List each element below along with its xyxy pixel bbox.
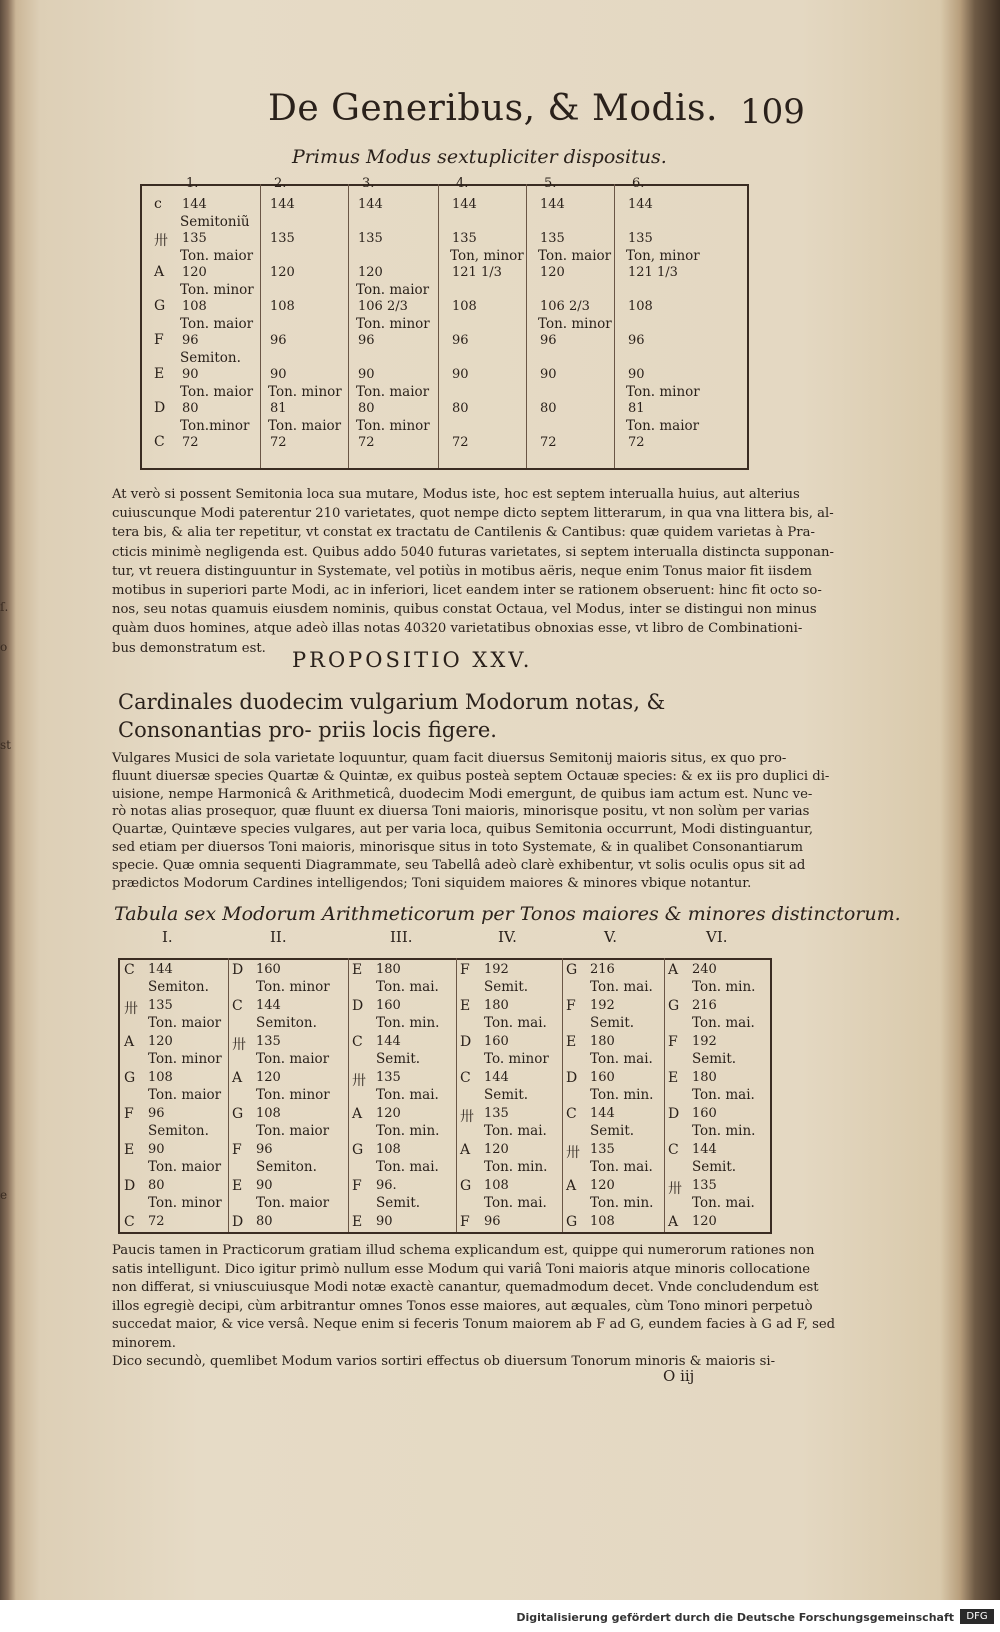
table1-interval: Ton. maior xyxy=(180,316,254,332)
text-line: prædictos Modorum Cardines intelligendos; Toni siquidem maiores & minores vbique notantur. xyxy=(112,875,752,891)
table2-value: 240 xyxy=(692,962,717,977)
table2-letter: C xyxy=(124,962,135,978)
table1-interval: Ton. maior xyxy=(180,248,254,264)
table1-interval: Ton, minor xyxy=(626,248,700,264)
table2-value: 180 xyxy=(692,1070,717,1085)
table2-letter: G xyxy=(124,1070,136,1086)
text-line: illos egregiè decipi, cùm arbitrantur omnes Tonos esse maiores, aut æquales, cùm Tono minori perpetuò xyxy=(112,1298,813,1314)
table1-row-letter: C xyxy=(154,434,165,450)
table2-letter: 卅 xyxy=(232,1037,246,1053)
table2-interval: Ton. minor xyxy=(148,1195,222,1211)
table2-letter: E xyxy=(460,998,471,1014)
table2-value: 160 xyxy=(484,1034,509,1049)
running-head: De Generibus, & Modis. xyxy=(268,88,718,129)
table1-value: 96 xyxy=(540,333,557,348)
table2-letter: F xyxy=(232,1142,242,1158)
table2-letter: 卅 xyxy=(668,1181,682,1197)
table1-interval: Ton. maior xyxy=(356,282,430,298)
text-line: Quartæ, Quintæve species vulgares, aut per varia loca, quibus Semitonia occurrunt, Modi distinguantur, xyxy=(112,822,814,838)
table2-letter: A xyxy=(460,1142,471,1158)
table2-interval: Semit. xyxy=(590,1015,635,1031)
table1-rule xyxy=(348,184,349,468)
text-line: uisione, nempe Harmonicâ & Arithmeticâ, duodecim Modi emergunt, de quibus iam actum est. Nunc ve- xyxy=(112,786,813,802)
text-line: At verò si possent Semitonia loca sua mutare, Modus iste, hoc est septem interualla huius, aut alterius xyxy=(112,487,800,502)
table1-rule xyxy=(526,184,527,468)
table2-letter: G xyxy=(566,962,578,978)
table2-value: 120 xyxy=(376,1106,401,1121)
table2-value: 160 xyxy=(590,1070,615,1085)
table2-value: 96 xyxy=(256,1142,273,1157)
table2-letter: F xyxy=(668,1034,678,1050)
table1-value: 144 xyxy=(182,197,207,212)
table1-rule xyxy=(614,184,615,468)
table1-value: 144 xyxy=(628,197,653,212)
table2-interval: Semit. xyxy=(692,1159,737,1175)
table1-value: 108 xyxy=(182,299,207,314)
table2-letter: 卅 xyxy=(566,1145,580,1161)
table2-interval: Semit. xyxy=(484,979,529,995)
table2-letter: E xyxy=(352,1214,363,1230)
table2-interval: Ton. mai. xyxy=(692,1195,755,1211)
table2-letter: G xyxy=(668,998,680,1014)
table2-interval: Ton. minor xyxy=(256,1087,330,1103)
signature-mark: O iij xyxy=(663,1367,695,1385)
table2-value: 135 xyxy=(590,1142,615,1157)
table2-value: 160 xyxy=(256,962,281,977)
table1-column-header: 4. xyxy=(456,176,469,191)
table2-interval: Ton. mai. xyxy=(692,1087,755,1103)
table2-letter: G xyxy=(566,1214,578,1230)
table2-letter: D xyxy=(460,1034,472,1050)
table2-letter: C xyxy=(352,1034,363,1050)
table2-letter: 卅 xyxy=(460,1109,474,1125)
table2-interval: To. minor xyxy=(484,1051,549,1067)
table2-value: 80 xyxy=(148,1178,165,1193)
table1-value: 90 xyxy=(452,367,469,382)
table2-value: 90 xyxy=(256,1178,273,1193)
table2-value: 160 xyxy=(692,1106,717,1121)
table2-interval: Ton. mai. xyxy=(484,1015,547,1031)
table2-value: 96 xyxy=(484,1214,501,1229)
table2-letter: A xyxy=(232,1070,243,1086)
text-line: sed etiam per diuersos Toni maioris, minorisque situs in toto Systemate, & in qualibet Consonantiarum xyxy=(112,840,804,855)
table1-interval: Semiton. xyxy=(180,350,241,366)
text-line: motibus in superiori parte Modi, ac in inferiori, licet eandem inter se rationem obseruent: hinc fit octo so- xyxy=(112,583,822,598)
table2-interval: Ton. minor xyxy=(256,979,330,995)
table2-letter: D xyxy=(232,962,244,978)
table2-value: 192 xyxy=(590,998,615,1013)
table2-interval: Semit. xyxy=(484,1087,529,1103)
table1-value: 135 xyxy=(182,231,207,246)
table1-interval: Ton.minor xyxy=(180,418,250,434)
footer-text: Digitalisierung gefördert durch die Deutsche Forschungsgemeinschaft xyxy=(516,1611,954,1624)
table2-letter: F xyxy=(124,1106,134,1122)
table2-letter: 卅 xyxy=(124,1001,138,1017)
table2-column-header: V. xyxy=(604,928,617,946)
table2-value: 180 xyxy=(484,998,509,1013)
table1-value: 120 xyxy=(270,265,295,280)
table2-value: 144 xyxy=(376,1034,401,1049)
text-line: non differat, si vniuscuiusque Modi notæ exactè canantur, quemadmodum decet. Vnde concludendum est xyxy=(112,1280,819,1295)
table1-value: 72 xyxy=(270,435,287,450)
table2-letter: E xyxy=(124,1142,135,1158)
table2-caption: Tabula sex Modorum Arithmeticorum per Tonos maiores & minores distinctorum. xyxy=(114,903,901,925)
table1-interval: Ton. maior xyxy=(626,418,700,434)
table2-letter: 卅 xyxy=(352,1073,366,1089)
table1 xyxy=(140,176,749,470)
table1-column-header: 5. xyxy=(544,176,557,191)
table2-interval: Ton. min. xyxy=(692,1123,756,1139)
table2-interval: Ton. min. xyxy=(376,1123,440,1139)
table2-letter: D xyxy=(124,1178,136,1194)
table2-rule xyxy=(456,958,457,1232)
table2-interval: Semit. xyxy=(692,1051,737,1067)
table1-value: 96 xyxy=(358,333,375,348)
table1-row-letter: G xyxy=(154,298,166,314)
table2-letter: E xyxy=(668,1070,679,1086)
table1-value: 80 xyxy=(452,401,469,416)
text-line: cticis minimè negligenda est. Quibus addo 5040 futuras varietates, si septem interualla distincta supponan- xyxy=(112,544,834,560)
table2-value: 120 xyxy=(590,1178,615,1193)
table2-value: 180 xyxy=(376,962,401,977)
table2-value: 135 xyxy=(484,1106,509,1121)
table1-value: 96 xyxy=(452,333,469,348)
table2-letter: A xyxy=(352,1106,363,1122)
table1-interval: Ton. minor xyxy=(538,316,612,332)
text-line: satis intelligunt. Dico igitur primò nullum esse Modum qui variâ Toni maioris atque minoris collocatione xyxy=(112,1261,811,1277)
table1-top-rule xyxy=(142,184,747,186)
table2-letter: E xyxy=(566,1034,577,1050)
table2-interval: Semiton. xyxy=(148,979,209,995)
table2-letter: A xyxy=(668,962,679,978)
table1-interval: Ton. minor xyxy=(356,418,430,434)
table2-interval: Ton. maior xyxy=(148,1087,222,1103)
table2-interval: Ton. min. xyxy=(484,1159,548,1175)
table1-value: 72 xyxy=(452,435,469,450)
table2-letter: D xyxy=(352,998,364,1014)
table1-row-letter: c xyxy=(154,196,162,212)
table1-column-header: 1. xyxy=(186,176,199,191)
table2-interval: Semiton. xyxy=(256,1015,317,1031)
table1-value: 90 xyxy=(628,367,645,382)
text-line: succedat maior, & vice versâ. Neque enim si feceris Tonum maiorem ab F ad G, eundem facies à G ad F, sed xyxy=(112,1317,836,1332)
table1-row-letter: E xyxy=(154,366,165,382)
table2-letter: D xyxy=(566,1070,578,1086)
table2-value: 144 xyxy=(590,1106,615,1121)
table1-rule xyxy=(438,184,439,468)
table2-rule xyxy=(348,958,349,1232)
table1-interval: Ton. minor xyxy=(626,384,700,400)
margin-mark: st xyxy=(0,738,11,752)
table2-value: 96. xyxy=(376,1178,397,1193)
table1-column-header: 3. xyxy=(362,176,375,191)
table2-interval: Ton. min. xyxy=(590,1087,654,1103)
table2-letter: F xyxy=(566,998,576,1014)
table2-value: 80 xyxy=(256,1214,273,1229)
table1-value: 90 xyxy=(270,367,287,382)
text-line: cuiuscunque Modi paterentur 210 varietates, quot nempe dicto septem litterarum, in qua vna littera bis, al- xyxy=(112,506,834,522)
table1-value: 72 xyxy=(540,435,557,450)
table2-interval: Ton. mai. xyxy=(376,1087,439,1103)
table2-rule xyxy=(562,958,563,1232)
table2-interval: Ton. maior xyxy=(148,1015,222,1031)
table2-interval: Ton. min. xyxy=(590,1195,654,1211)
table1-value: 108 xyxy=(270,299,295,314)
table2-value: 135 xyxy=(256,1034,281,1049)
table2-interval: Ton. mai. xyxy=(376,1159,439,1175)
table1-value: 80 xyxy=(540,401,557,416)
table1-value: 72 xyxy=(628,435,645,450)
table1-interval: Ton, minor xyxy=(450,248,524,264)
text-line: rò notas alias prosequor, quæ fluunt ex diuersa Toni maioris, minorisque positu, vt non solùm per varias xyxy=(112,804,810,820)
table1-value: 106 2/3 xyxy=(540,299,590,314)
table2-value: 192 xyxy=(484,962,509,977)
text-line: bus demonstratum est. xyxy=(112,640,266,656)
table1-value: 96 xyxy=(270,333,287,348)
table1-value: 90 xyxy=(358,367,375,382)
table1-column-header: 2. xyxy=(274,176,287,191)
table1-value: 72 xyxy=(182,435,199,450)
table1-value: 135 xyxy=(270,231,295,246)
table1-row-letter: D xyxy=(154,400,166,416)
table2-interval: Ton. mai. xyxy=(590,1051,653,1067)
footer-bar xyxy=(0,1600,1000,1632)
table1-value: 135 xyxy=(358,231,383,246)
table2-value: 120 xyxy=(148,1034,173,1049)
table2-interval: Ton. maior xyxy=(256,1123,330,1139)
table2-value: 120 xyxy=(484,1142,509,1157)
table1-value: 72 xyxy=(358,435,375,450)
table2-value: 135 xyxy=(692,1178,717,1193)
text-line: quàm duos homines, atque adeò illas notas 40320 varietatibus obnoxias esse, vt libro de Combinationi- xyxy=(112,621,803,637)
table2-value: 144 xyxy=(692,1142,717,1157)
table2-value: 216 xyxy=(590,962,615,977)
table2-letter: C xyxy=(124,1214,135,1230)
table1-interval: Ton. maior xyxy=(356,384,430,400)
table2-interval: Ton. mai. xyxy=(484,1123,547,1139)
table2-rule xyxy=(228,958,229,1232)
table1-value: 80 xyxy=(182,401,199,416)
table2 xyxy=(118,928,772,1234)
text-line: fluunt diuersæ species Quartæ & Quintæ, ex quibus posteà septem Octauæ species: & ex iis pro duplici di- xyxy=(112,768,830,784)
table2-interval: Ton. mai. xyxy=(692,1015,755,1031)
table1-value: 120 xyxy=(182,265,207,280)
table2-column-header: I. xyxy=(162,928,173,946)
margin-mark: e xyxy=(0,1188,8,1202)
table2-value: 108 xyxy=(590,1214,615,1229)
table2-value: 108 xyxy=(484,1178,509,1193)
table2-interval: Ton. maior xyxy=(256,1051,330,1067)
table2-interval: Ton. mai. xyxy=(376,979,439,995)
table1-value: 121 1/3 xyxy=(628,265,678,280)
table2-value: 144 xyxy=(484,1070,509,1085)
table2-interval: Ton. min. xyxy=(692,979,756,995)
table2-letter: E xyxy=(232,1178,243,1194)
table1-interval: Ton. minor xyxy=(180,282,254,298)
table1-interval: Ton. minor xyxy=(268,384,342,400)
table1-value: 106 2/3 xyxy=(358,299,408,314)
table2-letter: F xyxy=(460,962,470,978)
text-line: Paucis tamen in Practicorum gratiam illud schema explicandum est, quippe qui numerorum rationes non xyxy=(112,1243,815,1258)
table2-value: 180 xyxy=(590,1034,615,1049)
table1-value: 96 xyxy=(628,333,645,348)
table1-value: 144 xyxy=(540,197,565,212)
table1-value: 90 xyxy=(540,367,557,382)
text-line: Dico secundò, quemlibet Modum varios sortiri effectus ob diuersum Tonorum minoris & maioris si- xyxy=(112,1354,776,1369)
table1-interval: Ton. maior xyxy=(180,384,254,400)
table1-value: 120 xyxy=(540,265,565,280)
table2-interval: Semit. xyxy=(376,1051,421,1067)
table2-value: 144 xyxy=(148,962,173,977)
proposition-title: Cardinales duodecim vulgarium Modorum notas, & Consonantias pro- priis locis figere. xyxy=(118,690,666,742)
table2-letter: C xyxy=(566,1106,577,1122)
table2-value: 120 xyxy=(692,1214,717,1229)
table1-row-letter: F xyxy=(154,332,164,348)
table1-value: 108 xyxy=(452,299,477,314)
table2-column-header: II. xyxy=(270,928,287,946)
table1-value: 135 xyxy=(540,231,565,246)
table2-interval: Ton. min. xyxy=(376,1015,440,1031)
table2-letter: A xyxy=(668,1214,679,1230)
margin-mark: ſ. xyxy=(0,600,9,614)
table2-value: 135 xyxy=(148,998,173,1013)
text-line: minorem. xyxy=(112,1335,176,1351)
table2-value: 90 xyxy=(148,1142,165,1157)
table2-value: 192 xyxy=(692,1034,717,1049)
table2-interval: Semit. xyxy=(590,1123,635,1139)
table2-letter: A xyxy=(124,1034,135,1050)
table2-letter: G xyxy=(232,1106,244,1122)
table2-interval: Ton. mai. xyxy=(590,1159,653,1175)
table2-letter: G xyxy=(352,1142,364,1158)
text-line: tur, vt reuera distinguuntur in Systemate, vel potiùs in motibus aëris, neque enim Tonus maior fit iisdem xyxy=(112,563,812,579)
table1-caption: Primus Modus sextupliciter dispositus. xyxy=(292,146,667,168)
table2-column-header: IV. xyxy=(498,928,517,946)
table1-value: 90 xyxy=(182,367,199,382)
table1-rule xyxy=(260,184,261,468)
table1-interval: Ton. maior xyxy=(538,248,612,264)
table2-letter: A xyxy=(566,1178,577,1194)
table1-value: 135 xyxy=(452,231,477,246)
table2-interval: Ton. mai. xyxy=(484,1195,547,1211)
table2-letter: C xyxy=(668,1142,679,1158)
table2-interval: Semit. xyxy=(376,1195,421,1211)
margin-mark: o xyxy=(0,640,8,654)
dfg-logo: DFG xyxy=(960,1609,994,1624)
text-line: nos, seu notas quamuis eiusdem nominis, quibus constat Octaua, vel Modus, inter se distingui non minus xyxy=(112,602,817,618)
page-number: 109 xyxy=(740,92,805,132)
table2-rule xyxy=(664,958,665,1232)
text-line: specie. Quæ omnia sequenti Diagrammate, seu Tabellâ adeò clarè exhibentur, vt solis oculis opus sit ad xyxy=(112,857,806,873)
table1-value: 81 xyxy=(628,401,645,416)
table2-interval: Semiton. xyxy=(256,1159,317,1175)
table1-value: 96 xyxy=(182,333,199,348)
text-line: Vulgares Musici de sola varietate loquuntur, quam facit diuersus Semitonij maioris situs, ex quo pro- xyxy=(112,751,787,766)
table2-value: 108 xyxy=(148,1070,173,1085)
table2-interval: Semiton. xyxy=(148,1123,209,1139)
table2-value: 108 xyxy=(256,1106,281,1121)
table2-letter: C xyxy=(232,998,243,1014)
table1-value: 80 xyxy=(358,401,375,416)
table1-column-header: 6. xyxy=(632,176,645,191)
table1-value: 135 xyxy=(628,231,653,246)
table1-interval: Ton. maior xyxy=(268,418,342,434)
table2-top-rule xyxy=(120,958,770,960)
table2-value: 96 xyxy=(148,1106,165,1121)
table1-interval: Ton. minor xyxy=(356,316,430,332)
text-line: tera bis, & alia ter repetitur, vt constat ex tractatu de Cantilenis & Cantibus: quæ quidem varietas à Pra- xyxy=(112,525,815,541)
proposition-heading: PROPOSITIO XXV. xyxy=(292,648,533,672)
table2-interval: Ton. maior xyxy=(148,1159,222,1175)
table2-value: 144 xyxy=(256,998,281,1013)
table1-value: 120 xyxy=(358,265,383,280)
table1-value: 144 xyxy=(452,197,477,212)
table1-value: 108 xyxy=(628,299,653,314)
table1-value: 144 xyxy=(358,197,383,212)
table2-interval: Ton. maior xyxy=(256,1195,330,1211)
table2-column-header: III. xyxy=(390,928,413,946)
table2-letter: C xyxy=(460,1070,471,1086)
table1-row-letter: 卅 xyxy=(154,233,168,249)
table2-value: 90 xyxy=(376,1214,393,1229)
table2-letter: F xyxy=(460,1214,470,1230)
table1-value: 121 1/3 xyxy=(452,265,502,280)
table2-letter: F xyxy=(352,1178,362,1194)
table2-letter: G xyxy=(460,1178,472,1194)
table2-value: 216 xyxy=(692,998,717,1013)
table2-value: 108 xyxy=(376,1142,401,1157)
table1-value: 81 xyxy=(270,401,287,416)
table2-value: 160 xyxy=(376,998,401,1013)
table2-column-header: VI. xyxy=(706,928,728,946)
table2-letter: D xyxy=(232,1214,244,1230)
table2-letter: D xyxy=(668,1106,680,1122)
table2-value: 72 xyxy=(148,1214,165,1229)
table2-value: 135 xyxy=(376,1070,401,1085)
table2-interval: Ton. mai. xyxy=(590,979,653,995)
table1-value: 144 xyxy=(270,197,295,212)
table1-interval: Semitoniũ xyxy=(180,214,250,230)
table2-interval: Ton. minor xyxy=(148,1051,222,1067)
table1-row-letter: A xyxy=(154,264,165,280)
table2-letter: E xyxy=(352,962,363,978)
table2-value: 120 xyxy=(256,1070,281,1085)
